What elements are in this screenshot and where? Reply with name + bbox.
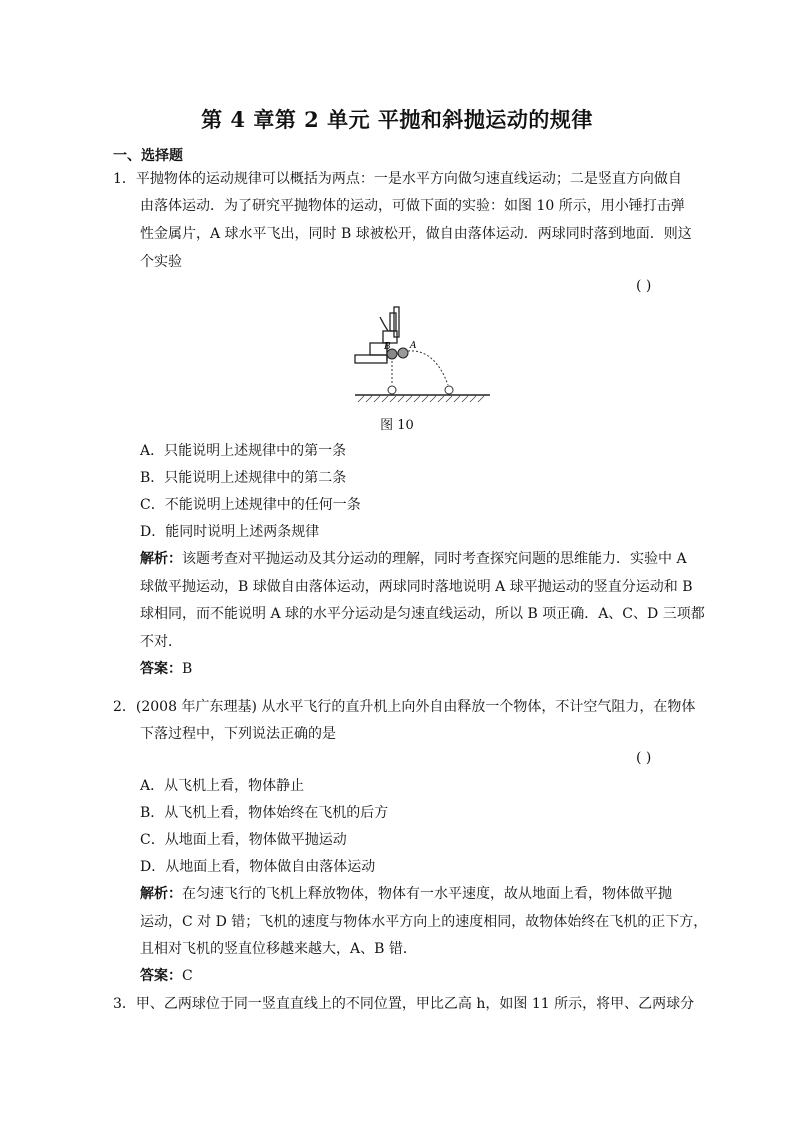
q2-line-2: 下落过程中，下列说法正确的是 xyxy=(140,726,336,742)
q1-analysis-line-3: 球相同，而不能说明 A 球的水平分运动是匀速直线运动，所以 B 项正确．A、C、D 三项都 xyxy=(140,606,705,622)
q2-option-b: B．从飞机上看，物体始终在飞机的后方 xyxy=(140,805,389,821)
q2-analysis-text: 在匀速飞行的飞机上释放物体，物体有一水平速度，故从地面上看，物体做平抛 xyxy=(182,886,672,902)
q2-line-1: 2．(2008 年广东理基) 从水平飞行的直升机上向外自由释放一个物体，不计空气阻力，在物体 xyxy=(113,699,696,715)
q1-line-2: 由落体运动．为了研究平抛物体的运动，可做下面的实验：如图 10 所示，用小锤打击弹 xyxy=(140,198,685,214)
q1-analysis-line-4: 不对． xyxy=(140,634,182,650)
figure-10-diagram xyxy=(350,305,498,405)
q2-option-a: A．从飞机上看，物体静止 xyxy=(140,778,305,794)
q2-analysis-line-2: 运动，C 对 D 错；飞机的速度与物体水平方向上的速度相同，故物体始终在飞机的正下方， xyxy=(140,914,708,930)
q2-analysis-line-1 xyxy=(140,884,672,904)
q2-option-d: D．从地面上看，物体做自由落体运动 xyxy=(140,859,376,875)
q1-analysis-label: 解析： xyxy=(140,551,182,567)
q2-answer-paren: ( ) xyxy=(636,750,652,766)
q1-option-b: B．只能说明上述规律中的第二条 xyxy=(140,470,347,486)
figure-caption: 图 10 xyxy=(380,418,414,433)
q1-line-3: 性金属片，A 球水平飞出，同时 B 球被松开，做自由落体运动．两球同时落到地面．则这 xyxy=(140,226,692,242)
page-title: 第 4 章第 2 单元 平抛和斜抛运动的规律 xyxy=(201,107,593,132)
q2-answer-label: 答案： xyxy=(140,968,182,984)
q2-option-c: C．从地面上看，物体做平抛运动 xyxy=(140,832,347,848)
q1-analysis-text: 该题考查对平抛运动及其分运动的理解，同时考查探究问题的思维能力．实验中 A xyxy=(182,551,687,567)
q1-answer-paren: ( ) xyxy=(636,278,652,294)
q1-answer-value: B xyxy=(182,661,193,677)
q1-analysis-line-2: 球做平抛运动，B 球做自由落体运动，两球同时落地说明 A 球平抛运动的竖直分运动和 B xyxy=(140,579,693,595)
q2-answer-value: C xyxy=(182,968,193,984)
q1-answer-line xyxy=(140,659,192,679)
label-b: B xyxy=(384,342,391,352)
q1-option-c: C．不能说明上述规律中的任何一条 xyxy=(140,497,361,513)
q1-option-a: A．只能说明上述规律中的第一条 xyxy=(140,443,347,459)
q1-answer-label: 答案： xyxy=(140,661,182,677)
q3-line-1: 3．甲、乙两球位于同一竖直直线上的不同位置，甲比乙高 h，如图 11 所示，将甲、乙两球分 xyxy=(113,996,695,1012)
q1-line-4: 个实验 xyxy=(140,254,182,270)
q1-line-1: 1．平抛物体的运动规律可以概括为两点：一是水平方向做匀速直线运动；二是竖直方向做自 xyxy=(113,171,682,187)
q2-analysis-label: 解析： xyxy=(140,886,182,902)
q2-answer-line xyxy=(140,966,193,986)
label-a: A xyxy=(410,341,417,351)
q1-analysis-line-1 xyxy=(140,549,687,569)
section-heading: 一、选择题 xyxy=(113,148,183,164)
q1-option-d: D．能同时说明上述两条规律 xyxy=(140,524,320,540)
q2-analysis-line-3: 且相对飞机的竖直位移越来越大，A、B 错． xyxy=(140,941,417,957)
